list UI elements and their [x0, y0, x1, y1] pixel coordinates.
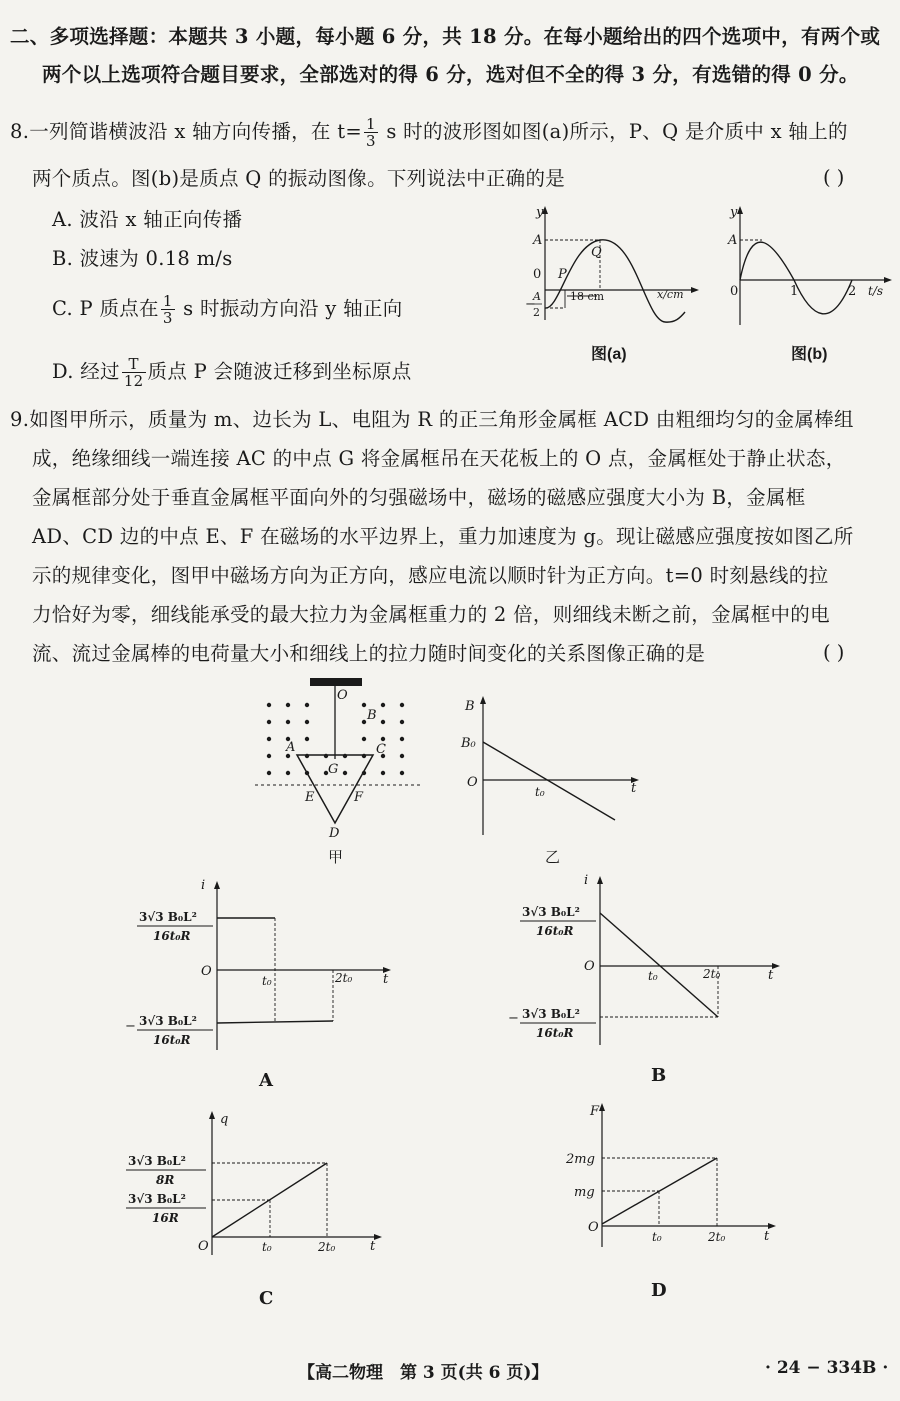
graph-c-mid-den: 16R	[152, 1211, 179, 1225]
q8-time-num: 1	[366, 115, 376, 133]
graph-b-top-den: 16t₀R	[536, 924, 574, 938]
graph-a-minus: −	[125, 1019, 136, 1034]
q8-text-a: 一列简谐横波沿 x 轴方向传播，在 t=	[29, 120, 362, 143]
q8-option-c	[52, 293, 403, 326]
field-dot	[305, 737, 309, 741]
graph-b-top-num: 3√3 B₀L²	[522, 905, 580, 919]
graph-a-t-label: t	[383, 972, 389, 987]
q8-option-c-fraction	[161, 293, 175, 326]
graph-b-t-label: t	[768, 968, 774, 983]
graph-b-y-label: i	[584, 873, 589, 888]
fig-b-t-arrow	[884, 277, 892, 283]
fig-a-negA-sign: −	[525, 297, 536, 312]
q9-stem-line3: 金属框部分处于垂直金属框平面向外的匀强磁场中，磁场的磁感应强度大小为 B，金属框	[32, 486, 806, 509]
field-dot	[305, 720, 309, 724]
yi-O-label: O	[467, 775, 478, 790]
fig-a-A-label: A	[533, 233, 543, 248]
q8-figure-a	[525, 200, 700, 330]
field-dot	[362, 737, 366, 741]
fig-b-t1-label: 1	[790, 284, 799, 299]
graph-d-t-label: t	[764, 1229, 770, 1244]
field-dot	[400, 754, 404, 758]
q9-stem-line2: 成，绝缘细线一端连接 AC 的中点 G 将金属框吊在天花板上的 O 点，金属框处于静止状态，	[32, 447, 846, 470]
q8-stem-line1	[10, 116, 848, 149]
graph-a-bot-num: 3√3 B₀L²	[139, 1014, 197, 1028]
field-dot	[267, 720, 271, 724]
label-C: C	[376, 742, 386, 757]
graph-b-i-line	[600, 913, 721, 1017]
q8-option-d	[52, 356, 412, 389]
yi-B0-label: B₀	[461, 736, 476, 751]
graph-a-bot-den: 16t₀R	[153, 1033, 191, 1047]
field-dot	[305, 703, 309, 707]
graph-d-y-arrow	[599, 1103, 605, 1111]
field-dot	[400, 703, 404, 707]
q8-option-c-a: C. P 质点在	[52, 297, 159, 320]
graph-d	[560, 1097, 785, 1257]
field-dot	[286, 720, 290, 724]
graph-d-y-label: F	[590, 1104, 600, 1119]
field-dot	[381, 703, 385, 707]
graph-a-y-label: i	[201, 878, 206, 893]
label-G: G	[328, 762, 339, 777]
graph-c-y-arrow	[209, 1111, 215, 1119]
q8-option-d-den: 12	[123, 372, 144, 390]
field-dot	[400, 771, 404, 775]
graph-b	[508, 870, 788, 1050]
graph-b-2t0-label: 2t₀	[703, 967, 721, 981]
q9-figure-yi	[455, 690, 645, 840]
graph-d-2mg-label: 2mg	[566, 1152, 595, 1167]
q8-time-fraction	[364, 116, 378, 149]
q8-option-c-den: 3	[162, 309, 173, 327]
yi-t0-label: t₀	[535, 785, 545, 799]
graph-b-minus: −	[508, 1011, 519, 1026]
field-dot	[362, 703, 366, 707]
fig-a-y-label: y	[536, 205, 544, 220]
fig-a-negA-num: A	[533, 290, 541, 303]
graph-a-y-arrow	[214, 881, 220, 889]
graph-a-neg-segment	[217, 1021, 333, 1023]
field-dot	[267, 771, 271, 775]
graph-d-O-label: O	[588, 1220, 599, 1235]
fig-a-dist-label: 18 cm	[570, 290, 605, 303]
graph-a-top-den: 16t₀R	[153, 929, 191, 943]
q8-option-c-b: s 时振动方向沿 y 轴正向	[176, 297, 403, 320]
graph-d-option-label: D	[651, 1280, 667, 1301]
fig-b-caption: 图(b)	[791, 346, 828, 363]
q9-stem-line4: AD、CD 边的中点 E、F 在磁场的水平边界上，重力加速度为 g。现让磁感应强度按如图乙所	[32, 525, 854, 548]
graph-c-top-den: 8R	[156, 1173, 175, 1187]
fig-a-negA-den: 2	[533, 306, 540, 319]
fig-b-A-label: A	[728, 233, 738, 248]
fig-b-zero-label: 0	[730, 284, 739, 299]
q8-figure-b	[722, 200, 894, 330]
fig-b-vibration-curve	[740, 242, 852, 314]
field-dot	[286, 771, 290, 775]
fig-b-y-arrow	[737, 206, 743, 214]
graph-c-mid-num: 3√3 B₀L²	[128, 1192, 186, 1206]
field-dot	[362, 720, 366, 724]
section-title-cont: 两个以上选项符合题目要求，全部选对的得 6 分，选对但不全的得 3 分，有选错的得 0 分。	[42, 63, 859, 86]
graph-b-t0-label: t₀	[648, 969, 658, 983]
field-dot	[381, 737, 385, 741]
footer-page-info: 【高二物理 第 3 页(共 6 页)】	[298, 1363, 549, 1383]
graph-a-t0-label: t₀	[262, 974, 272, 988]
fig-a-x-arrow	[691, 287, 699, 293]
q8-option-d-b: 质点 P 会随波迁移到坐标原点	[147, 360, 412, 383]
field-dot	[381, 771, 385, 775]
q8-option-c-num: 1	[162, 292, 173, 310]
yi-t-label: t	[631, 781, 637, 796]
q8-time-den: 3	[366, 132, 376, 150]
field-dot	[343, 771, 347, 775]
label-E: E	[305, 790, 315, 805]
label-F: F	[354, 790, 364, 805]
q9-answer-paren: ( )	[823, 641, 845, 664]
graph-c-y-label: q	[220, 1112, 229, 1127]
label-B: B	[367, 708, 377, 723]
label-D: D	[329, 826, 340, 840]
q9-text-l1: 如图甲所示，质量为 m、边长为 L、电阻为 R 的正三角形金属框 ACD 由粗细均匀的金属棒组	[29, 408, 854, 431]
graph-b-bot-den: 16t₀R	[536, 1026, 574, 1040]
q8-option-a: A. 波沿 x 轴正向传播	[52, 208, 243, 231]
fig-b-t2-label: 2	[848, 284, 857, 299]
graph-a-O-label: O	[201, 964, 212, 979]
fig-b-t-label: t/s	[868, 284, 884, 298]
field-dot	[267, 703, 271, 707]
q8-answer-paren: ( )	[823, 166, 845, 189]
field-dot	[267, 737, 271, 741]
graph-b-option-label: B	[651, 1065, 667, 1086]
graph-c	[120, 1105, 390, 1260]
fig-a-zero-label: 0	[533, 267, 542, 282]
q9-stem-line7: 流、流过金属棒的电荷量大小和细线上的拉力随时间变化的关系图像正确的是	[32, 642, 706, 665]
q8-number: 8.	[10, 120, 30, 143]
footer-code: · 24 − 334B ·	[765, 1358, 889, 1378]
label-O: O	[337, 688, 348, 703]
label-A: A	[286, 740, 296, 755]
q9-stem-line5: 示的规律变化，图甲中磁场方向为正方向，感应电流以顺时针为正方向。t=0 时刻悬线的拉	[32, 564, 829, 587]
graph-d-t0-label: t₀	[652, 1230, 662, 1244]
graph-c-O-label: O	[198, 1239, 209, 1254]
q8-option-b: B. 波速为 0.18 m/s	[52, 247, 233, 270]
ceiling-hatch	[310, 678, 362, 686]
q8-option-d-a: D. 经过	[52, 360, 120, 383]
q9-stem-line1	[10, 405, 854, 435]
fig-a-caption: 图(a)	[591, 346, 627, 363]
yi-y-arrow	[480, 696, 486, 704]
graph-c-top-num: 3√3 B₀L²	[128, 1154, 186, 1168]
q8-option-d-num: T	[122, 356, 146, 373]
q9-stem-line6: 力恰好为零，细线能承受的最大拉力为金属框重力的 2 倍，则细线未断之前，金属框中的电	[32, 603, 830, 626]
q8-option-d-fraction	[122, 356, 146, 389]
fig-b-y-label: y	[730, 205, 738, 220]
graph-c-option-label: C	[259, 1288, 274, 1309]
graph-b-y-arrow	[597, 876, 603, 884]
fig-jia-caption: 甲	[328, 848, 344, 866]
graph-c-t-label: t	[370, 1239, 376, 1254]
graph-b-bot-num: 3√3 B₀L²	[522, 1007, 580, 1021]
q9-figure-jia	[255, 675, 420, 840]
fig-a-P-label: P	[558, 267, 567, 282]
fig-a-x-label: x/cm	[657, 288, 684, 301]
q8-stem-line2: 两个质点。图(b)是质点 Q 的振动图像。下列说法中正确的是	[32, 167, 566, 190]
field-dot	[381, 720, 385, 724]
field-dot	[400, 720, 404, 724]
yi-B-label: B	[465, 699, 475, 714]
graph-b-O-label: O	[584, 959, 595, 974]
fig-a-Q-label: Q	[591, 245, 602, 260]
graph-c-t0-label: t₀	[262, 1240, 272, 1254]
graph-a-option-label: A	[259, 1070, 273, 1091]
fig-yi-caption: 乙	[545, 848, 561, 866]
q8-text-b: s 时的波形图如图(a)所示，P、Q 是介质中 x 轴上的	[379, 120, 848, 143]
field-dot	[400, 737, 404, 741]
section-title: 二、多项选择题：本题共 3 小题，每小题 6 分，共 18 分。在每小题给出的四个选项中，有两个或	[10, 25, 881, 48]
field-dot	[286, 703, 290, 707]
graph-c-2t0-label: 2t₀	[318, 1240, 336, 1254]
field-dot	[267, 754, 271, 758]
q9-number: 9.	[10, 408, 30, 431]
graph-d-2t0-label: 2t₀	[708, 1230, 726, 1244]
yi-B-line	[483, 742, 615, 820]
graph-d-mg-label: mg	[574, 1185, 595, 1200]
graph-a	[125, 875, 400, 1055]
graph-a-2t0-label: 2t₀	[335, 971, 353, 985]
graph-a-top-num: 3√3 B₀L²	[139, 910, 197, 924]
